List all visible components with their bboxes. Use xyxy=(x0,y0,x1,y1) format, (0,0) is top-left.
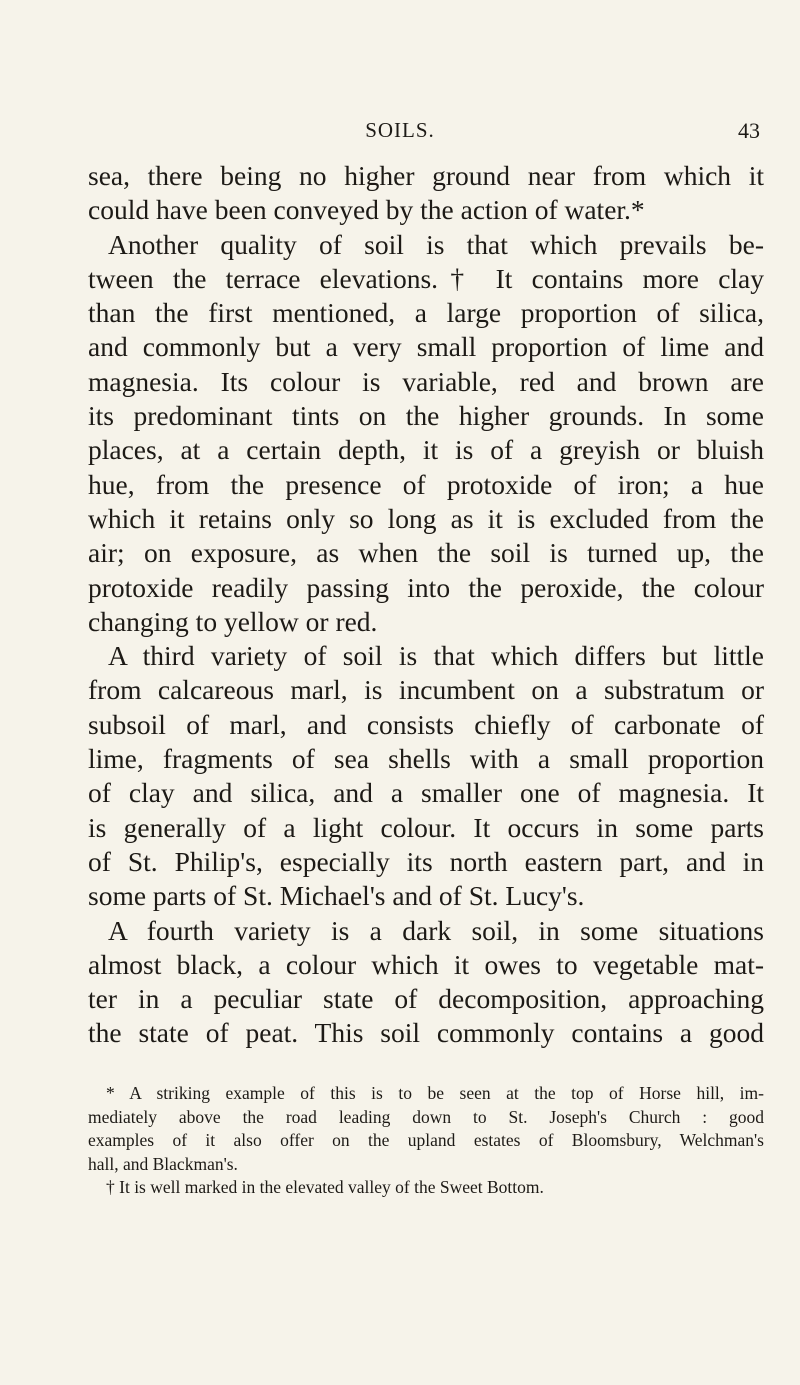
footnote-line: mediately above the road leading down to St. Joseph's Church : good xyxy=(88,1106,764,1127)
text-line: could have been conveyed by the action of water.* xyxy=(88,194,645,226)
text-line: which it retains only so long as it is excluded from the xyxy=(88,502,764,534)
text-line: of St. Philip's, especially its north eastern part, and in xyxy=(88,845,764,877)
footnotes xyxy=(88,1082,764,1200)
text-line: sea, there being no higher ground near from which it xyxy=(88,160,764,191)
text-line: A third variety of soil is that which differs but little xyxy=(108,640,764,672)
text-line: Another quality of soil is that which prevails be- xyxy=(108,228,764,260)
text-line: from calcareous marl, is incumbent on a substratum or xyxy=(88,674,764,706)
text-line: ter in a peculiar state of decomposition, approaching xyxy=(88,983,764,1015)
text-line: the state of peat. This soil commonly contains a good xyxy=(88,1017,764,1049)
text-line: magnesia. Its colour is variable, red and brown are xyxy=(88,365,764,397)
text-line: and commonly but a very small proportion of lime and xyxy=(88,331,764,363)
running-head xyxy=(0,118,800,148)
footnote-line: examples of it also offer on the upland estates of Bloomsbury, Welchman's xyxy=(88,1130,764,1150)
text-line: lime, fragments of sea shells with a small proportion xyxy=(88,743,764,775)
footnote-line: hall, and Blackman's. xyxy=(88,1153,238,1174)
body-text xyxy=(88,159,764,1051)
text-line: air; on exposure, as when the soil is turned up, the xyxy=(88,537,764,569)
text-line: changing to yellow or red. xyxy=(88,605,378,637)
text-line: hue, from the presence of protoxide of iron; a hue xyxy=(88,468,764,500)
text-line: is generally of a light colour. It occurs in some parts xyxy=(88,811,764,843)
text-line: some parts of St. Michael's and of St. Lucy's. xyxy=(88,880,585,912)
footnote-line: * A striking example of this is to be seen at the top of Horse hill, im- xyxy=(106,1083,764,1103)
text-line: tween the terrace elevations.† It contains more clay xyxy=(88,262,764,294)
text-line: of clay and silica, and a smaller one of magnesia. It xyxy=(88,777,764,809)
text-line: its predominant tints on the higher grounds. In some xyxy=(88,400,764,432)
text-line: subsoil of marl, and consists chiefly of carbonate of xyxy=(88,708,764,740)
text-line: places, at a certain depth, it is of a greyish or bluish xyxy=(88,434,764,466)
running-title: SOILS. xyxy=(365,118,435,142)
text-line: almost black, a colour which it owes to vegetable mat- xyxy=(88,948,764,980)
footnote-line: † It is well marked in the elevated valley of the Sweet Bottom. xyxy=(106,1177,544,1197)
page-number: 43 xyxy=(738,118,760,143)
text-line: than the first mentioned, a large proportion of silica, xyxy=(88,297,764,329)
text-line: A fourth variety is a dark soil, in some situations xyxy=(108,914,764,946)
text-line: protoxide readily passing into the peroxide, the colour xyxy=(88,571,764,603)
